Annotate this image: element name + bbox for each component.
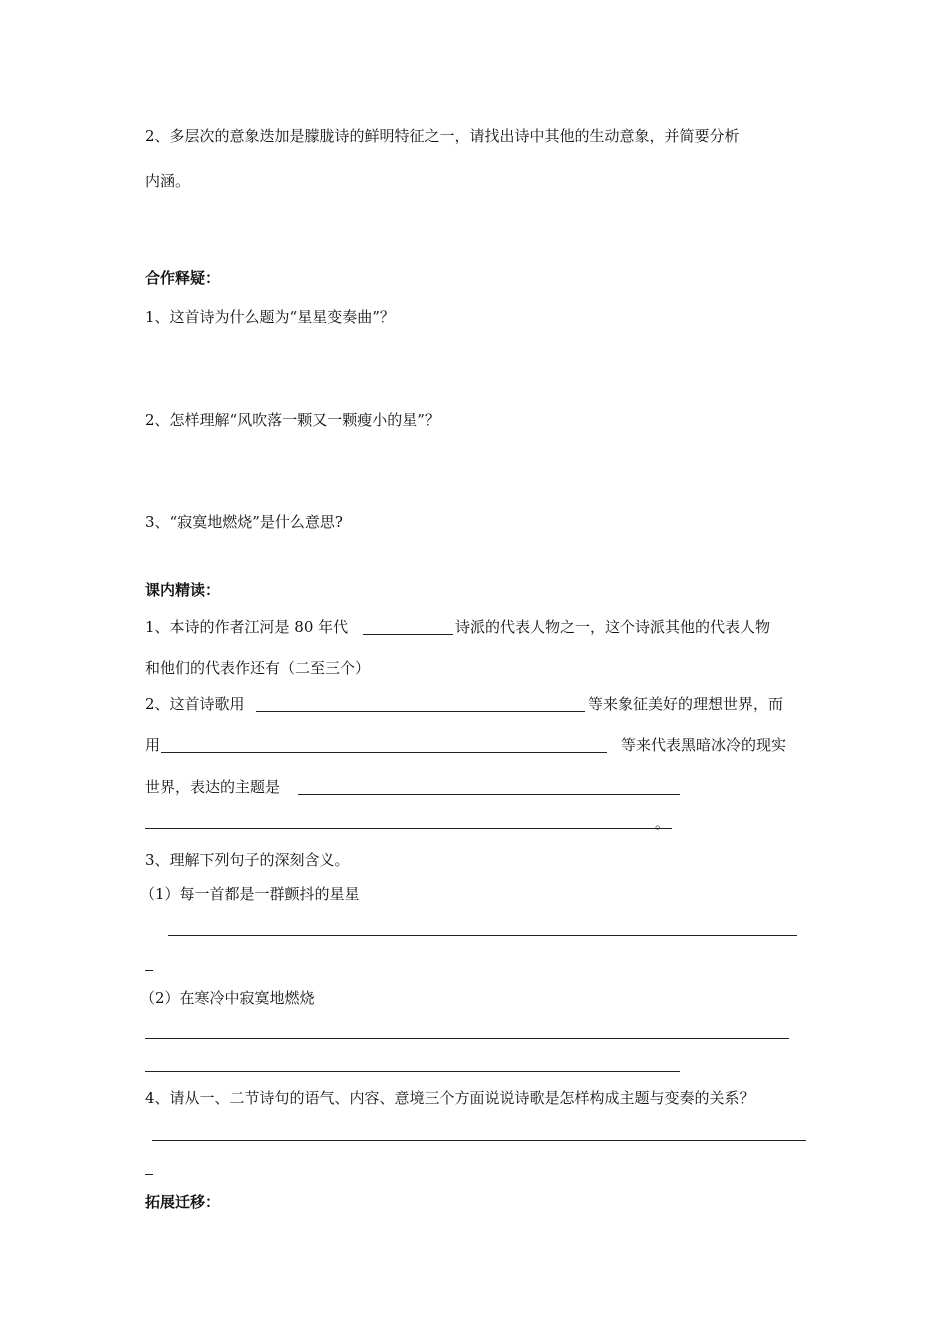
close-reading-q2-line-2-a: 用 xyxy=(145,736,161,754)
answer-blank-theme[interactable] xyxy=(298,794,680,795)
close-reading-q2-end: 。 xyxy=(655,814,671,832)
extension-heading: 拓展迁移： xyxy=(145,1193,221,1211)
cooperation-question-2: 2、怎样理解“风吹落一颗又一颗瘦小的星”？ xyxy=(145,411,440,429)
close-reading-q3-sub-1: （1）每一首都是一群颤抖的星星 xyxy=(140,885,360,903)
answer-blank-q4-tail[interactable] xyxy=(145,1174,153,1175)
answer-blank-sub-2-line-2[interactable] xyxy=(145,1071,680,1072)
answer-blank-q4[interactable] xyxy=(152,1140,806,1141)
answer-blank-sub-2-line-1[interactable] xyxy=(145,1038,789,1039)
answer-blank-sub-1[interactable] xyxy=(168,935,797,936)
imagery-question-line-1: 2、多层次的意象迭加是朦胧诗的鲜明特征之一，请找出诗中其他的生动意象，并简要分析 xyxy=(145,127,740,145)
cooperation-question-1: 1、这首诗为什么题为“星星变奏曲”？ xyxy=(145,308,395,326)
close-reading-q1-part-1: 1、本诗的作者江河是 80 年代 xyxy=(145,618,349,636)
close-reading-q4: 4、请从一、二节诗句的语气、内容、意境三个方面说说诗歌是怎样构成主题与变奏的关系？ xyxy=(145,1089,755,1107)
cooperation-heading: 合作释疑： xyxy=(145,269,221,287)
close-reading-q3-sub-2: （2）在寒冷中寂寞地燃烧 xyxy=(140,989,315,1007)
close-reading-q2-part-1: 2、这首诗歌用 xyxy=(145,695,245,713)
imagery-question-line-2: 内涵。 xyxy=(145,172,191,190)
answer-blank-dark-world[interactable] xyxy=(161,752,607,753)
close-reading-q3: 3、理解下列句子的深刻含义。 xyxy=(145,851,350,869)
cooperation-question-3: 3、“寂寞地燃烧”是什么意思? xyxy=(145,513,343,531)
answer-blank-theme-continued[interactable] xyxy=(145,828,672,829)
answer-blank-ideal-world[interactable] xyxy=(256,711,585,712)
close-reading-heading: 课内精读： xyxy=(145,581,221,599)
close-reading-q1-part-2: 诗派的代表人物之一，这个诗派其他的代表人物 xyxy=(455,618,771,636)
answer-blank-school[interactable] xyxy=(363,634,453,635)
close-reading-q1-line-2: 和他们的代表作还有（二至三个） xyxy=(145,659,371,677)
answer-blank-sub-1-tail[interactable] xyxy=(145,970,153,971)
close-reading-q2-part-2: 等来象征美好的理想世界，而 xyxy=(588,695,784,713)
close-reading-q2-line-3: 世界，表达的主题是 xyxy=(145,778,281,796)
close-reading-q2-line-2-b: 等来代表黑暗冰冷的现实 xyxy=(621,736,787,754)
